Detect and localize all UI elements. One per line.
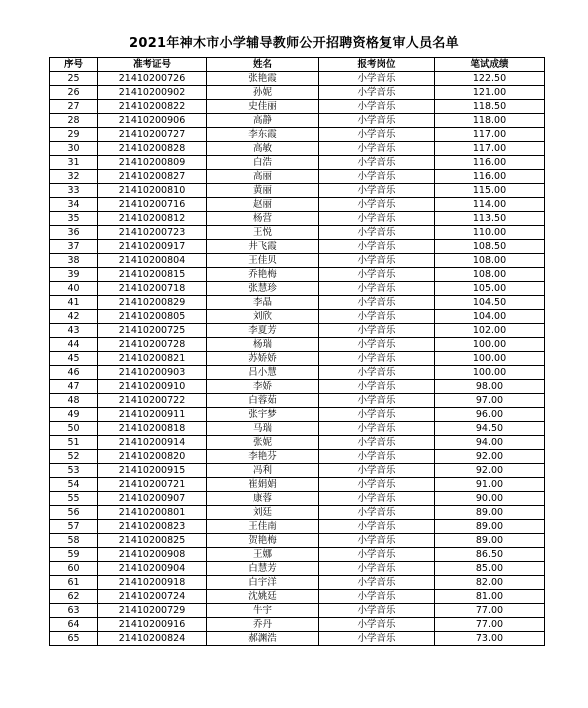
cell-name: 张妮 (207, 436, 319, 450)
cell-score: 121.00 (435, 86, 545, 100)
table-row (50, 506, 545, 520)
cell-ticket-id: 21410200827 (98, 170, 207, 184)
column-header-ticket-id: 准考证号 (98, 58, 207, 72)
cell-position: 小学音乐 (319, 366, 435, 380)
cell-ticket-id: 21410200902 (98, 86, 207, 100)
cell-ticket-id: 21410200903 (98, 366, 207, 380)
cell-ticket-id: 21410200824 (98, 632, 207, 646)
cell-ticket-id: 21410200822 (98, 100, 207, 114)
table-row (50, 310, 545, 324)
cell-name: 刘廷 (207, 506, 319, 520)
cell-score: 91.00 (435, 478, 545, 492)
cell-number: 58 (50, 534, 98, 548)
cell-name: 冯利 (207, 464, 319, 478)
cell-position: 小学音乐 (319, 590, 435, 604)
cell-position: 小学音乐 (319, 324, 435, 338)
cell-position: 小学音乐 (319, 576, 435, 590)
cell-name: 李晶 (207, 296, 319, 310)
cell-number: 25 (50, 72, 98, 86)
cell-score: 115.00 (435, 184, 545, 198)
cell-score: 92.00 (435, 464, 545, 478)
cell-name: 王娜 (207, 548, 319, 562)
cell-score: 97.00 (435, 394, 545, 408)
table-row (50, 324, 545, 338)
cell-ticket-id: 21410200721 (98, 478, 207, 492)
cell-name: 李夏芳 (207, 324, 319, 338)
cell-position: 小学音乐 (319, 408, 435, 422)
cell-score: 116.00 (435, 170, 545, 184)
table-row (50, 352, 545, 366)
cell-position: 小学音乐 (319, 100, 435, 114)
cell-ticket-id: 21410200915 (98, 464, 207, 478)
cell-name: 王悦 (207, 226, 319, 240)
cell-position: 小学音乐 (319, 506, 435, 520)
cell-position: 小学音乐 (319, 114, 435, 128)
cell-ticket-id: 21410200907 (98, 492, 207, 506)
cell-name: 吕小慧 (207, 366, 319, 380)
cell-score: 94.50 (435, 422, 545, 436)
cell-name: 白宇洋 (207, 576, 319, 590)
cell-position: 小学音乐 (319, 394, 435, 408)
cell-score: 89.00 (435, 520, 545, 534)
cell-ticket-id: 21410200829 (98, 296, 207, 310)
table-row (50, 590, 545, 604)
table-row (50, 226, 545, 240)
cell-name: 崔娟娟 (207, 478, 319, 492)
cell-position: 小学音乐 (319, 450, 435, 464)
cell-position: 小学音乐 (319, 478, 435, 492)
cell-ticket-id: 21410200906 (98, 114, 207, 128)
page-title: 2021年神木市小学辅导教师公开招聘资格复审人员名单 (129, 36, 459, 51)
cell-score: 122.50 (435, 72, 545, 86)
cell-number: 29 (50, 128, 98, 142)
table-row (50, 478, 545, 492)
cell-position: 小学音乐 (319, 310, 435, 324)
cell-score: 117.00 (435, 128, 545, 142)
cell-number: 46 (50, 366, 98, 380)
cell-number: 63 (50, 604, 98, 618)
cell-number: 36 (50, 226, 98, 240)
cell-number: 62 (50, 590, 98, 604)
cell-position: 小学音乐 (319, 72, 435, 86)
table-row (50, 604, 545, 618)
table-row (50, 212, 545, 226)
table-row (50, 114, 545, 128)
cell-ticket-id: 21410200729 (98, 604, 207, 618)
cell-number: 34 (50, 198, 98, 212)
cell-number: 33 (50, 184, 98, 198)
cell-number: 51 (50, 436, 98, 450)
column-header-name: 姓名 (207, 58, 319, 72)
table-row (50, 394, 545, 408)
cell-ticket-id: 21410200804 (98, 254, 207, 268)
cell-ticket-id: 21410200809 (98, 156, 207, 170)
cell-position: 小学音乐 (319, 282, 435, 296)
cell-score: 94.00 (435, 436, 545, 450)
cell-ticket-id: 21410200914 (98, 436, 207, 450)
cell-ticket-id: 21410200820 (98, 450, 207, 464)
cell-score: 77.00 (435, 604, 545, 618)
cell-ticket-id: 21410200723 (98, 226, 207, 240)
cell-score: 100.00 (435, 338, 545, 352)
cell-number: 30 (50, 142, 98, 156)
cell-name: 白浩 (207, 156, 319, 170)
table-row (50, 520, 545, 534)
table-row (50, 254, 545, 268)
cell-position: 小学音乐 (319, 184, 435, 198)
cell-name: 贺艳梅 (207, 534, 319, 548)
table-row (50, 632, 545, 646)
cell-name: 李艳芬 (207, 450, 319, 464)
cell-ticket-id: 21410200726 (98, 72, 207, 86)
cell-number: 60 (50, 562, 98, 576)
cell-position: 小学音乐 (319, 212, 435, 226)
cell-name: 康蓉 (207, 492, 319, 506)
cell-score: 105.00 (435, 282, 545, 296)
cell-ticket-id: 21410200812 (98, 212, 207, 226)
cell-number: 47 (50, 380, 98, 394)
cell-ticket-id: 21410200910 (98, 380, 207, 394)
table-row (50, 128, 545, 142)
cell-ticket-id: 21410200805 (98, 310, 207, 324)
cell-position: 小学音乐 (319, 520, 435, 534)
cell-name: 沈姚廷 (207, 590, 319, 604)
cell-ticket-id: 21410200825 (98, 534, 207, 548)
cell-number: 49 (50, 408, 98, 422)
table-row (50, 198, 545, 212)
cell-score: 85.00 (435, 562, 545, 576)
cell-position: 小学音乐 (319, 534, 435, 548)
cell-score: 117.00 (435, 142, 545, 156)
cell-position: 小学音乐 (319, 170, 435, 184)
table-row (50, 562, 545, 576)
table-row (50, 366, 545, 380)
cell-name: 史佳丽 (207, 100, 319, 114)
table-row (50, 464, 545, 478)
cell-position: 小学音乐 (319, 338, 435, 352)
cell-score: 110.00 (435, 226, 545, 240)
cell-score: 116.00 (435, 156, 545, 170)
cell-name: 张艳霞 (207, 72, 319, 86)
cell-position: 小学音乐 (319, 128, 435, 142)
cell-position: 小学音乐 (319, 464, 435, 478)
cell-name: 牛宇 (207, 604, 319, 618)
cell-score: 114.00 (435, 198, 545, 212)
cell-ticket-id: 21410200728 (98, 338, 207, 352)
cell-name: 高敏 (207, 142, 319, 156)
cell-name: 李娇 (207, 380, 319, 394)
cell-ticket-id: 21410200818 (98, 422, 207, 436)
cell-name: 马瑞 (207, 422, 319, 436)
cell-ticket-id: 21410200722 (98, 394, 207, 408)
cell-name: 苏娇娇 (207, 352, 319, 366)
cell-ticket-id: 21410200718 (98, 282, 207, 296)
cell-name: 孙妮 (207, 86, 319, 100)
cell-ticket-id: 21410200727 (98, 128, 207, 142)
cell-score: 82.00 (435, 576, 545, 590)
cell-number: 50 (50, 422, 98, 436)
cell-number: 48 (50, 394, 98, 408)
cell-number: 31 (50, 156, 98, 170)
cell-name: 高丽 (207, 170, 319, 184)
table-row (50, 492, 545, 506)
cell-name: 张宇梦 (207, 408, 319, 422)
column-header-number: 序号 (50, 58, 98, 72)
table-row (50, 184, 545, 198)
table-row (50, 170, 545, 184)
cell-number: 42 (50, 310, 98, 324)
cell-position: 小学音乐 (319, 604, 435, 618)
cell-name: 乔丹 (207, 618, 319, 632)
cell-number: 45 (50, 352, 98, 366)
cell-name: 郝渊浩 (207, 632, 319, 646)
table-row (50, 240, 545, 254)
cell-number: 40 (50, 282, 98, 296)
cell-score: 98.00 (435, 380, 545, 394)
cell-name: 赵丽 (207, 198, 319, 212)
cell-ticket-id: 21410200904 (98, 562, 207, 576)
cell-score: 118.50 (435, 100, 545, 114)
table-row (50, 534, 545, 548)
cell-score: 92.00 (435, 450, 545, 464)
cell-ticket-id: 21410200917 (98, 240, 207, 254)
table-row (50, 548, 545, 562)
cell-position: 小学音乐 (319, 436, 435, 450)
cell-score: 104.00 (435, 310, 545, 324)
candidate-table (49, 57, 545, 646)
table-header-row (50, 58, 545, 72)
cell-position: 小学音乐 (319, 268, 435, 282)
table-row (50, 268, 545, 282)
cell-ticket-id: 21410200810 (98, 184, 207, 198)
cell-score: 102.00 (435, 324, 545, 338)
cell-score: 100.00 (435, 366, 545, 380)
table-row (50, 436, 545, 450)
cell-name: 井飞霞 (207, 240, 319, 254)
cell-ticket-id: 21410200724 (98, 590, 207, 604)
cell-ticket-id: 21410200911 (98, 408, 207, 422)
cell-score: 108.00 (435, 254, 545, 268)
table-row (50, 618, 545, 632)
cell-score: 86.50 (435, 548, 545, 562)
cell-position: 小学音乐 (319, 632, 435, 646)
cell-name: 刘欣 (207, 310, 319, 324)
cell-number: 39 (50, 268, 98, 282)
cell-position: 小学音乐 (319, 618, 435, 632)
cell-position: 小学音乐 (319, 352, 435, 366)
table-row (50, 422, 545, 436)
cell-number: 43 (50, 324, 98, 338)
cell-ticket-id: 21410200815 (98, 268, 207, 282)
cell-position: 小学音乐 (319, 240, 435, 254)
cell-position: 小学音乐 (319, 296, 435, 310)
cell-position: 小学音乐 (319, 254, 435, 268)
cell-ticket-id: 21410200801 (98, 506, 207, 520)
table-row (50, 338, 545, 352)
cell-number: 53 (50, 464, 98, 478)
cell-ticket-id: 21410200716 (98, 198, 207, 212)
cell-ticket-id: 21410200725 (98, 324, 207, 338)
table-row (50, 282, 545, 296)
cell-number: 65 (50, 632, 98, 646)
table-row (50, 142, 545, 156)
cell-name: 王佳贝 (207, 254, 319, 268)
cell-position: 小学音乐 (319, 86, 435, 100)
cell-number: 44 (50, 338, 98, 352)
cell-score: 113.50 (435, 212, 545, 226)
cell-position: 小学音乐 (319, 156, 435, 170)
cell-score: 90.00 (435, 492, 545, 506)
cell-number: 55 (50, 492, 98, 506)
cell-ticket-id: 21410200908 (98, 548, 207, 562)
cell-number: 52 (50, 450, 98, 464)
cell-number: 54 (50, 478, 98, 492)
cell-score: 108.50 (435, 240, 545, 254)
cell-position: 小学音乐 (319, 142, 435, 156)
cell-score: 73.00 (435, 632, 545, 646)
table-row (50, 156, 545, 170)
cell-ticket-id: 21410200821 (98, 352, 207, 366)
cell-ticket-id: 21410200918 (98, 576, 207, 590)
cell-score: 89.00 (435, 534, 545, 548)
table-row (50, 450, 545, 464)
cell-score: 100.00 (435, 352, 545, 366)
table-row (50, 100, 545, 114)
table-row (50, 380, 545, 394)
cell-number: 56 (50, 506, 98, 520)
cell-number: 57 (50, 520, 98, 534)
cell-name: 白蓉茹 (207, 394, 319, 408)
table-row (50, 86, 545, 100)
table-row (50, 296, 545, 310)
cell-name: 黄丽 (207, 184, 319, 198)
cell-ticket-id: 21410200828 (98, 142, 207, 156)
cell-position: 小学音乐 (319, 492, 435, 506)
cell-score: 104.50 (435, 296, 545, 310)
cell-position: 小学音乐 (319, 380, 435, 394)
cell-score: 108.00 (435, 268, 545, 282)
cell-score: 77.00 (435, 618, 545, 632)
cell-ticket-id: 21410200916 (98, 618, 207, 632)
cell-number: 37 (50, 240, 98, 254)
cell-number: 38 (50, 254, 98, 268)
cell-name: 乔艳梅 (207, 268, 319, 282)
column-header-position: 报考岗位 (319, 58, 435, 72)
cell-number: 28 (50, 114, 98, 128)
cell-name: 张慧珍 (207, 282, 319, 296)
cell-score: 81.00 (435, 590, 545, 604)
cell-score: 89.00 (435, 506, 545, 520)
table-row (50, 576, 545, 590)
cell-score: 96.00 (435, 408, 545, 422)
cell-position: 小学音乐 (319, 562, 435, 576)
cell-number: 26 (50, 86, 98, 100)
table-row (50, 72, 545, 86)
cell-name: 王佳南 (207, 520, 319, 534)
cell-name: 李东霞 (207, 128, 319, 142)
cell-number: 27 (50, 100, 98, 114)
cell-name: 高静 (207, 114, 319, 128)
cell-position: 小学音乐 (319, 548, 435, 562)
cell-ticket-id: 21410200823 (98, 520, 207, 534)
cell-position: 小学音乐 (319, 198, 435, 212)
cell-number: 61 (50, 576, 98, 590)
table-body (50, 72, 545, 646)
cell-number: 41 (50, 296, 98, 310)
cell-number: 64 (50, 618, 98, 632)
cell-name: 杨营 (207, 212, 319, 226)
cell-position: 小学音乐 (319, 422, 435, 436)
cell-position: 小学音乐 (319, 226, 435, 240)
cell-name: 杨瑞 (207, 338, 319, 352)
cell-number: 59 (50, 548, 98, 562)
cell-score: 118.00 (435, 114, 545, 128)
cell-name: 白慧芳 (207, 562, 319, 576)
table-row (50, 408, 545, 422)
cell-number: 32 (50, 170, 98, 184)
cell-number: 35 (50, 212, 98, 226)
column-header-score: 笔试成绩 (435, 58, 545, 72)
